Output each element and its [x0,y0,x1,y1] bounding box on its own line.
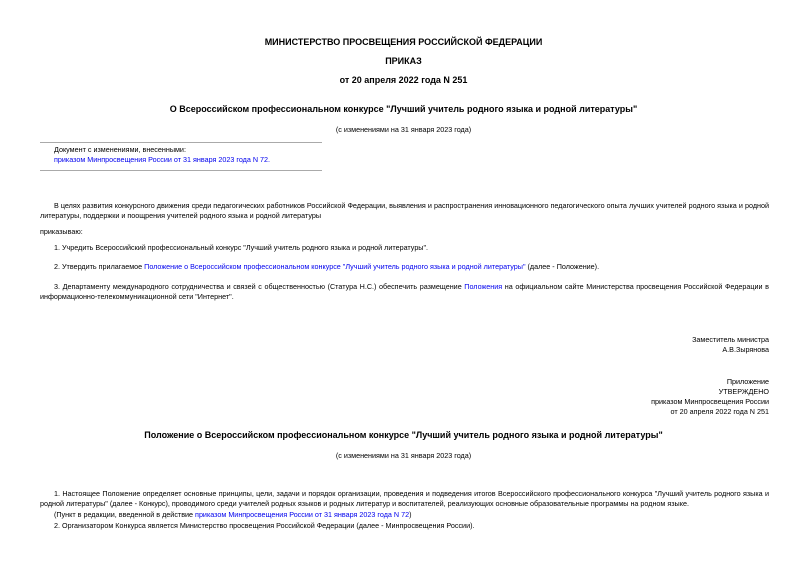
order-item-3-suffix: на официальном сайте Министерства просвещения Российской Федерации в информационно-телекоммуникационной сети "Интернет". [40,282,769,302]
order-item-2-text: 2. Утвердить прилагаемое [54,262,145,272]
amending-order-link[interactable]: приказом Минпросвещения России от 31 января 2023 года N 72 [195,510,410,520]
note-suffix: ) [409,510,412,520]
appendix-label: Приложение [726,377,769,387]
changes-link[interactable]: приказом Минпросвещения России от 31 января 2023 года N 72. [54,155,271,164]
amendment-note: (с изменениями на 31 января 2023 года) [335,125,472,134]
regulation-title: Положение о Всероссийском профессиональном конкурсе "Лучший учитель родного языка и родной литературы" [144,430,663,440]
appendix-approved: УТВЕРЖДЕНО [718,387,769,397]
doc-type-heading: ПРИКАЗ [385,56,422,66]
changes-top-rule [40,142,322,143]
appendix-date-number: от 20 апреля 2022 года N 251 [670,407,769,417]
regulation-paragraph-1: 1. Настоящее Положение определяет основные принципы, цели, задачи и порядок организации, проведения и подведения итогов Всероссийского профессионального конкурса "Лучший учитель родного языка и родной литературы" (далее - Конкурс), проводимого среди учителей родных языков и родных литератур и воспитателей, реализующих основные образовательные программы на родном языке. [40,489,769,509]
order-date-number: от 20 апреля 2022 года N 251 [339,75,468,85]
preamble-paragraph: В целях развития конкурсного движения среди педагогических работников Российской Федерации, выявления и распространения инновационного педагогического опыта лучших учителей родного языка и родной литературы, поддержки и поощрения учителей родного языка и родной литературы [40,201,769,221]
changes-bottom-rule [40,170,322,171]
regulation-paragraph-1-note [54,510,769,520]
changes-label: Документ с изменениями, внесенными: [54,145,186,154]
signature-name: А.В.Зырянова [722,345,769,355]
regulation-link[interactable]: Положение о Всероссийском профессиональном конкурсе "Лучший учитель родного языка и родной литературы" [144,262,526,272]
order-item-2 [54,262,769,272]
order-item-1: 1. Учредить Всероссийский профессиональный конкурс "Лучший учитель родного языка и родной литературы". [54,243,429,253]
order-title: О Всероссийском профессиональном конкурсе "Лучший учитель родного языка и родной литературы" [169,104,638,114]
note-prefix: (Пункт в редакции, введенной в действие [54,510,196,520]
regulation-paragraph-2: 2. Организатором Конкурса является Министерство просвещения Российской Федерации (далее - Минпросвещения России). [54,521,475,531]
signature-position: Заместитель министра [692,335,769,345]
ministry-heading: МИНИСТЕРСТВО ПРОСВЕЩЕНИЯ РОССИЙСКОЙ ФЕДЕРАЦИИ [264,37,543,47]
order-item-2-suffix: (далее - Положение). [525,262,600,272]
order-item-3 [40,282,769,302]
regulation-short-link[interactable]: Положения [464,282,503,292]
order-item-3-text: 3. Департаменту международного сотрудничества и связей с общественностью (Статура Н.С.) обеспечить размещение [54,282,465,292]
orders-word: приказываю: [40,227,83,236]
appendix-by-order: приказом Минпросвещения России [651,397,769,407]
regulation-amendment-note: (с изменениями на 31 января 2023 года) [335,451,472,460]
